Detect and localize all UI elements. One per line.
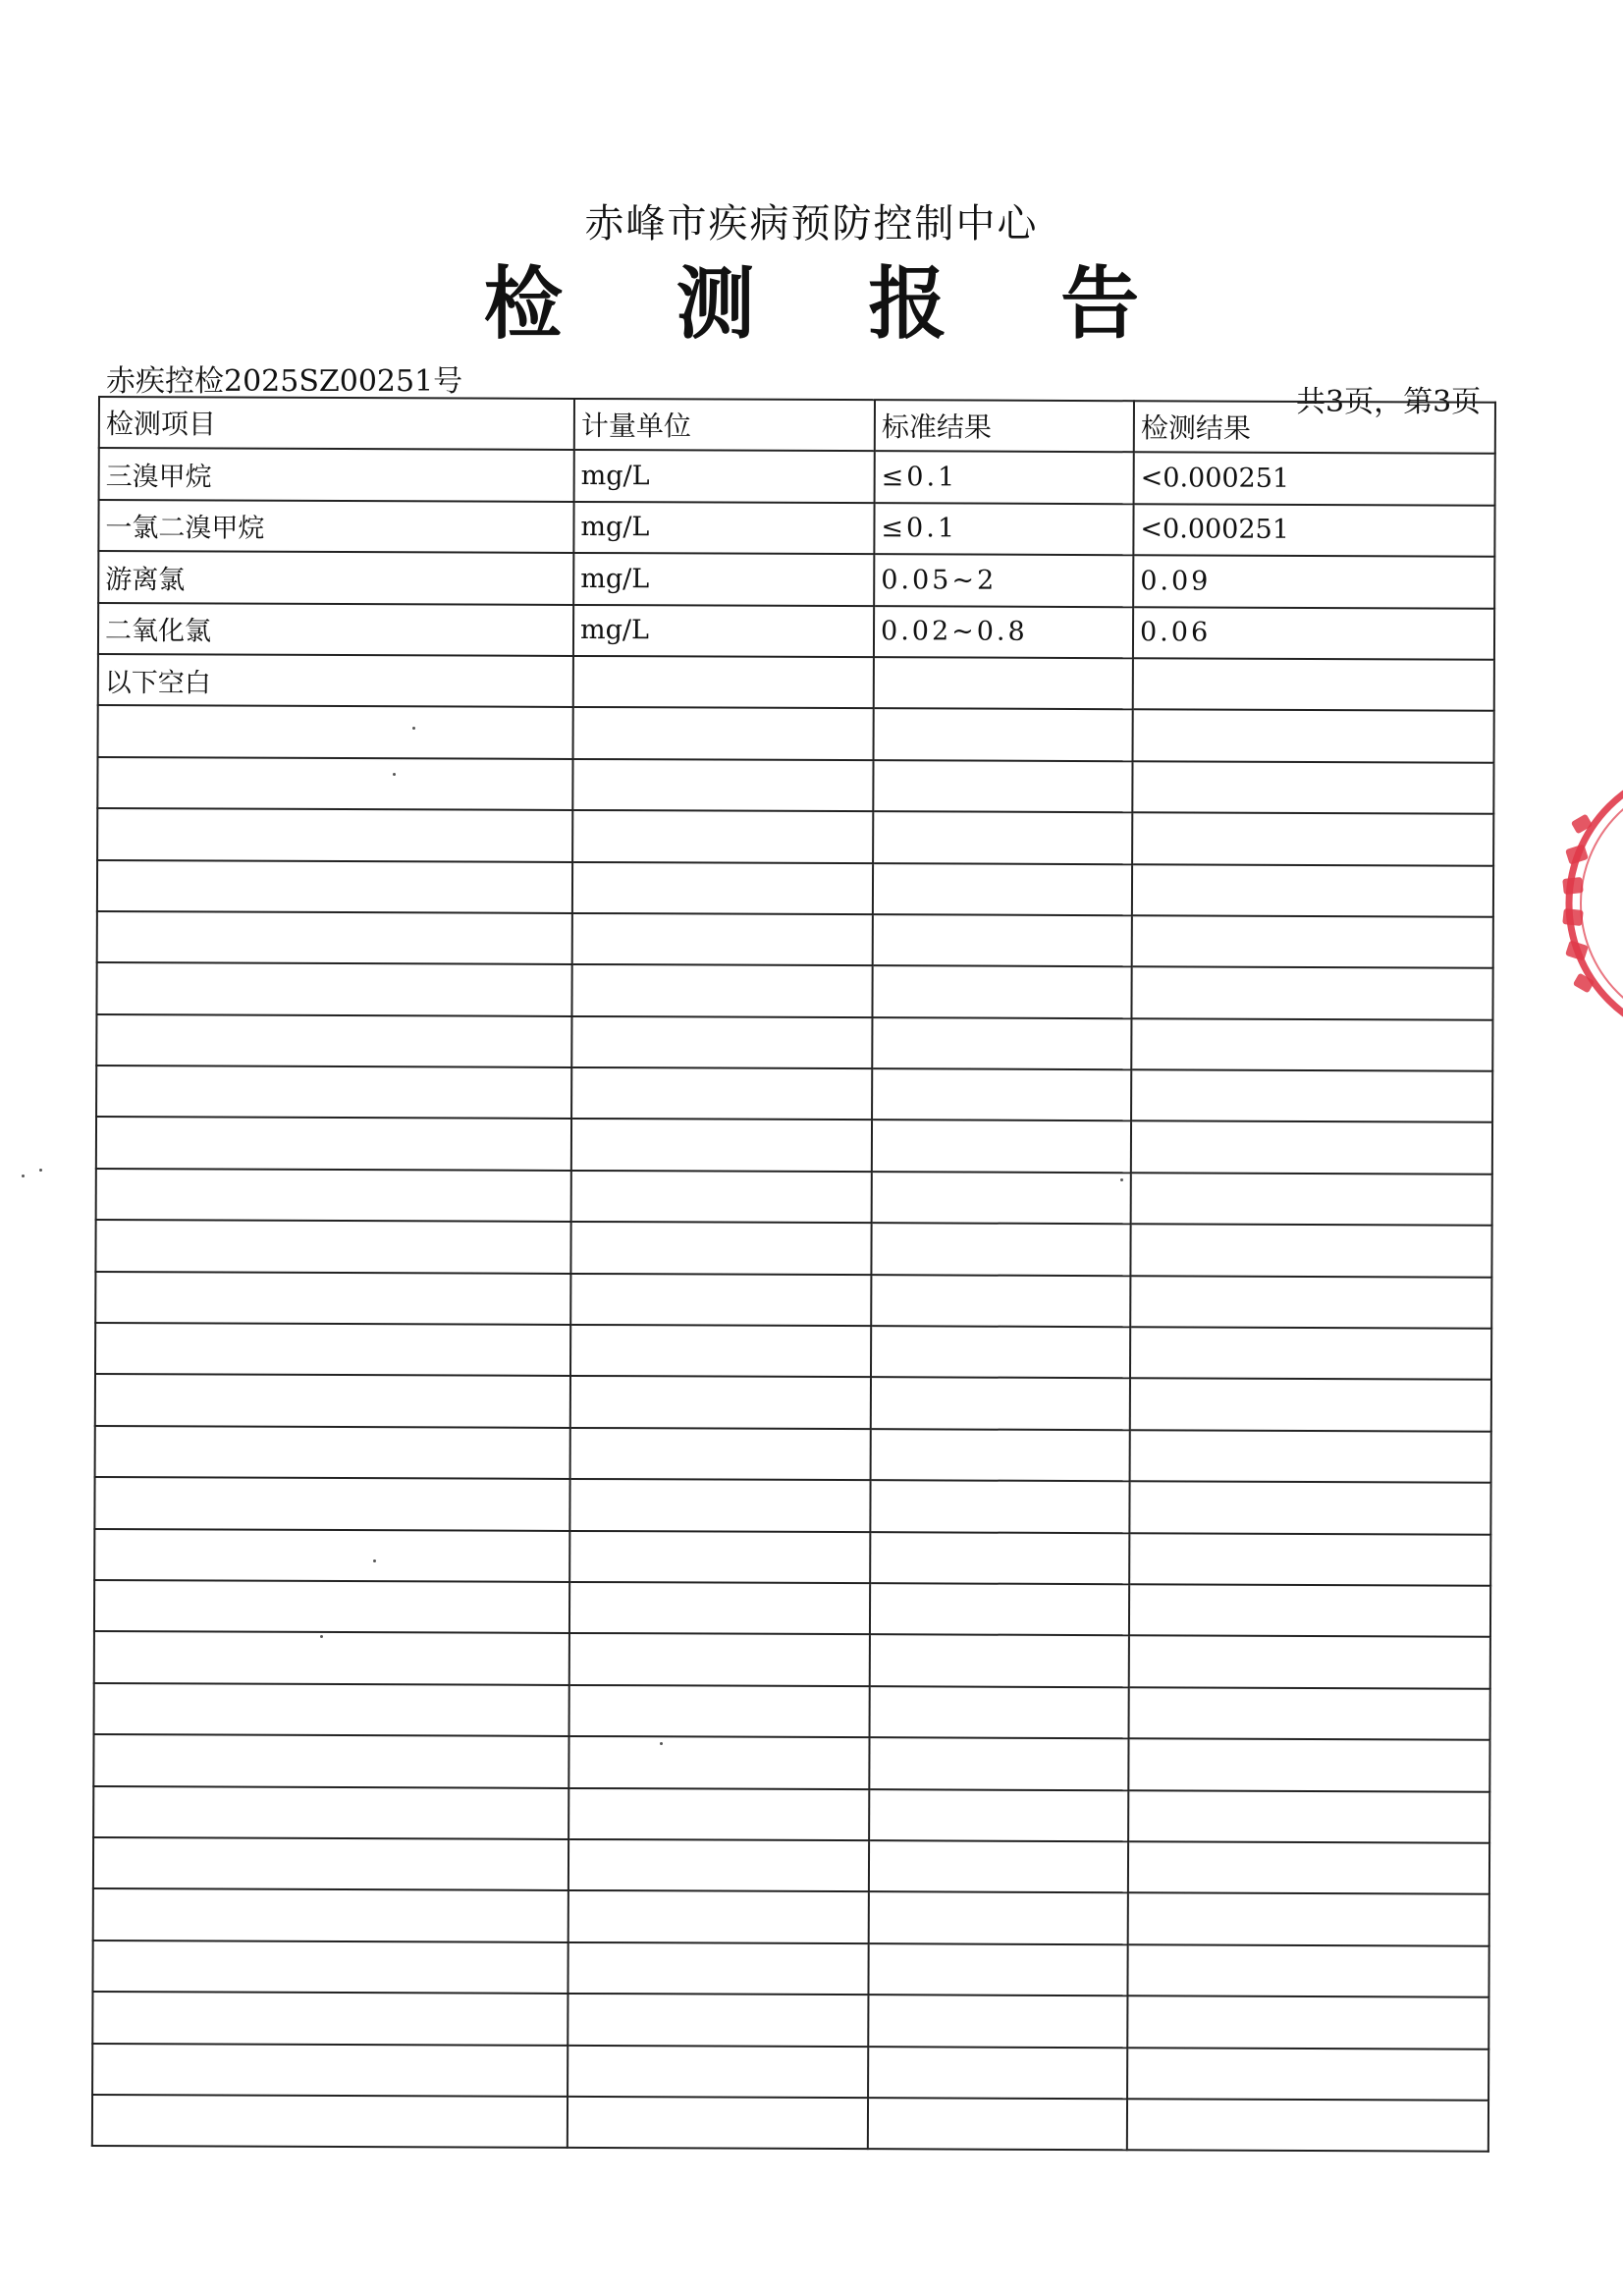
- empty-cell: [1128, 1893, 1489, 1946]
- empty-cell: [1128, 1790, 1489, 1843]
- empty-cell: [572, 759, 873, 812]
- empty-cell: [569, 1582, 870, 1635]
- blank-row: [94, 1580, 1490, 1637]
- empty-cell: [873, 760, 1132, 812]
- empty-cell: [1132, 761, 1493, 814]
- report-title: [0, 241, 1623, 354]
- empty-cell: [1130, 1276, 1491, 1329]
- empty-cell: [92, 1941, 568, 1994]
- title-char: 报: [868, 257, 947, 350]
- results-table: [91, 396, 1496, 2153]
- empty-cell: [571, 1171, 872, 1224]
- official-seal-icon: [1559, 756, 1623, 1051]
- empty-cell: [871, 1429, 1130, 1481]
- cell-result: 0.06: [1133, 607, 1494, 660]
- empty-cell: [1128, 1738, 1489, 1791]
- blank-row: [96, 1066, 1492, 1122]
- empty-cell: [92, 2095, 568, 2148]
- empty-cell: [96, 1066, 571, 1119]
- cell-result: 0.09: [1133, 555, 1494, 608]
- empty-cell: [95, 1220, 570, 1273]
- empty-cell: [1130, 1430, 1491, 1483]
- empty-cell: [93, 1888, 568, 1941]
- empty-cell: [573, 707, 874, 760]
- empty-cell: [873, 811, 1132, 863]
- end-note: 以下空白: [98, 654, 573, 707]
- empty-cell: [573, 656, 874, 709]
- scan-speck: [393, 773, 396, 776]
- empty-cell: [570, 1428, 871, 1481]
- empty-cell: [93, 1786, 568, 1839]
- empty-cell: [568, 1942, 868, 1995]
- empty-cell: [568, 1736, 869, 1789]
- empty-cell: [568, 1890, 869, 1943]
- empty-cell: [94, 1683, 569, 1736]
- empty-cell: [97, 808, 572, 861]
- empty-cell: [872, 1017, 1131, 1069]
- blank-row: [97, 911, 1493, 968]
- empty-cell: [570, 1222, 871, 1275]
- empty-cell: [1133, 658, 1494, 711]
- empty-cell: [1131, 1069, 1492, 1122]
- empty-cell: [94, 1477, 569, 1530]
- empty-cell: [1130, 1327, 1491, 1380]
- empty-cell: [1129, 1636, 1490, 1689]
- empty-cell: [95, 1374, 570, 1427]
- table-row: [99, 448, 1495, 505]
- empty-cell: [571, 964, 872, 1017]
- blank-row: [92, 1941, 1488, 1997]
- empty-cell: [93, 1734, 568, 1787]
- cell-item: 一氯二溴甲烷: [98, 500, 573, 553]
- empty-cell: [94, 1580, 569, 1633]
- cell-standard: 0.02~0.8: [874, 606, 1133, 658]
- table-row: [98, 603, 1494, 660]
- empty-cell: [868, 1943, 1127, 1995]
- title-char: 告: [1060, 257, 1140, 350]
- empty-cell: [92, 2043, 568, 2096]
- blank-row: [94, 1631, 1490, 1688]
- cell-result: <0.000251: [1133, 504, 1494, 557]
- empty-cell: [568, 1839, 869, 1892]
- blank-row: [92, 2043, 1488, 2100]
- empty-cell: [871, 1326, 1130, 1378]
- empty-cell: [95, 1426, 570, 1479]
- page-info: 共3页，第3页: [1296, 385, 1482, 419]
- empty-cell: [1127, 2048, 1488, 2101]
- empty-cell: [1129, 1584, 1490, 1637]
- blank-row: [94, 1683, 1490, 1740]
- empty-cell: [94, 1631, 569, 1684]
- blank-row: [92, 1992, 1488, 2049]
- blank-row: [94, 1477, 1490, 1534]
- empty-cell: [570, 1325, 871, 1378]
- cell-result: <0.000251: [1134, 453, 1495, 506]
- title-char: 检: [483, 257, 563, 350]
- empty-cell: [1127, 2099, 1488, 2152]
- scan-speck: [22, 1175, 25, 1177]
- empty-cell: [1127, 1995, 1488, 2049]
- empty-cell: [1133, 710, 1494, 763]
- empty-cell: [97, 911, 572, 964]
- scan-speck: [320, 1635, 323, 1638]
- empty-cell: [92, 1992, 568, 2045]
- title-char: 测: [676, 257, 755, 350]
- empty-cell: [96, 962, 571, 1015]
- cell-item: 三溴甲烷: [99, 448, 574, 501]
- empty-cell: [94, 1529, 569, 1582]
- blank-row: [97, 860, 1493, 917]
- organization-name: 赤峰市疾病预防控制中心: [584, 201, 1039, 246]
- empty-cell: [869, 1789, 1128, 1841]
- blank-row: [97, 808, 1493, 865]
- empty-cell: [871, 1223, 1130, 1275]
- blank-row: [95, 1374, 1491, 1431]
- empty-cell: [569, 1685, 870, 1738]
- empty-cell: [96, 1117, 571, 1170]
- empty-cell: [1132, 864, 1493, 917]
- empty-cell: [572, 913, 873, 966]
- cell-item: 二氧化氯: [98, 603, 573, 656]
- cell-unit: mg/L: [573, 553, 874, 606]
- empty-cell: [872, 1068, 1131, 1121]
- empty-cell: [871, 1378, 1130, 1430]
- empty-cell: [1127, 1944, 1488, 1997]
- blank-row: [98, 705, 1494, 762]
- table-row: [98, 551, 1494, 608]
- document-number: 赤疾控检2025SZ00251号: [106, 364, 463, 399]
- scan-speck: [39, 1169, 42, 1172]
- blank-row: [92, 2095, 1488, 2152]
- column-header-result: 检测结果: [1134, 401, 1495, 454]
- blank-row: [95, 1220, 1491, 1277]
- empty-cell: [572, 861, 873, 914]
- empty-cell: [569, 1479, 870, 1532]
- blank-row: [97, 757, 1493, 814]
- empty-cell: [868, 1995, 1127, 2047]
- empty-cell: [570, 1376, 871, 1429]
- blank-row: [96, 1169, 1492, 1226]
- table-row: [98, 654, 1494, 711]
- empty-cell: [1129, 1533, 1490, 1586]
- empty-cell: [1130, 1379, 1491, 1432]
- empty-cell: [873, 914, 1132, 966]
- cell-standard: 0.05~2: [874, 554, 1133, 606]
- cell-unit: mg/L: [573, 502, 874, 555]
- column-header-standard: 标准结果: [875, 400, 1134, 452]
- empty-cell: [870, 1635, 1129, 1687]
- empty-cell: [1131, 967, 1492, 1020]
- empty-cell: [98, 705, 573, 758]
- empty-cell: [568, 1994, 868, 2047]
- empty-cell: [872, 1172, 1131, 1224]
- empty-cell: [95, 1272, 570, 1325]
- empty-cell: [571, 1119, 872, 1172]
- scan-speck: [1120, 1178, 1123, 1181]
- empty-cell: [95, 1323, 570, 1376]
- scan-speck: [660, 1742, 663, 1745]
- empty-cell: [93, 1837, 568, 1890]
- empty-cell: [870, 1480, 1129, 1532]
- blank-row: [93, 1734, 1489, 1791]
- empty-cell: [1131, 1121, 1492, 1175]
- cell-item: 游离氯: [98, 551, 573, 604]
- column-header-item: 检测项目: [99, 397, 574, 450]
- empty-cell: [1131, 1173, 1492, 1226]
- empty-cell: [872, 1121, 1131, 1173]
- blank-row: [95, 1426, 1491, 1483]
- empty-cell: [571, 1016, 872, 1069]
- empty-cell: [1132, 812, 1493, 865]
- empty-cell: [97, 860, 572, 913]
- empty-cell: [1130, 1224, 1491, 1277]
- blank-row: [95, 1323, 1491, 1380]
- blank-row: [95, 1272, 1491, 1329]
- empty-cell: [868, 2047, 1127, 2099]
- empty-cell: [868, 2098, 1127, 2150]
- empty-cell: [569, 1531, 870, 1584]
- cell-standard: ≤0.1: [874, 503, 1133, 555]
- blank-row: [96, 962, 1492, 1019]
- cell-unit: mg/L: [574, 450, 875, 503]
- scan-speck: [412, 727, 415, 730]
- empty-cell: [870, 1532, 1129, 1584]
- empty-cell: [568, 2097, 868, 2150]
- cell-unit: mg/L: [573, 605, 874, 658]
- empty-cell: [872, 965, 1131, 1017]
- empty-cell: [871, 1275, 1130, 1327]
- empty-cell: [571, 1067, 872, 1121]
- empty-cell: [568, 1787, 869, 1840]
- empty-cell: [97, 757, 572, 810]
- empty-cell: [96, 1014, 571, 1067]
- empty-cell: [1129, 1481, 1490, 1534]
- empty-cell: [568, 2045, 868, 2098]
- empty-cell: [1129, 1687, 1490, 1740]
- column-header-unit: 计量单位: [574, 399, 875, 452]
- empty-cell: [870, 1583, 1129, 1635]
- blank-row: [94, 1529, 1490, 1586]
- empty-cell: [869, 1891, 1128, 1943]
- scan-speck: [373, 1559, 376, 1562]
- empty-cell: [873, 863, 1132, 915]
- table-header-row: [99, 397, 1495, 454]
- empty-cell: [572, 810, 873, 863]
- empty-cell: [869, 1737, 1128, 1789]
- empty-cell: [869, 1840, 1128, 1892]
- empty-cell: [874, 657, 1133, 709]
- empty-cell: [874, 709, 1133, 761]
- empty-cell: [870, 1686, 1129, 1738]
- blank-row: [93, 1888, 1489, 1945]
- blank-row: [96, 1117, 1492, 1174]
- empty-cell: [96, 1169, 571, 1222]
- blank-row: [96, 1014, 1492, 1071]
- cell-standard: ≤0.1: [875, 452, 1134, 504]
- empty-cell: [1131, 1018, 1492, 1071]
- table-row: [98, 500, 1494, 557]
- empty-cell: [570, 1274, 871, 1327]
- blank-row: [93, 1837, 1489, 1894]
- blank-row: [93, 1786, 1489, 1843]
- empty-cell: [1132, 915, 1493, 968]
- empty-cell: [1128, 1841, 1489, 1894]
- empty-cell: [569, 1633, 870, 1686]
